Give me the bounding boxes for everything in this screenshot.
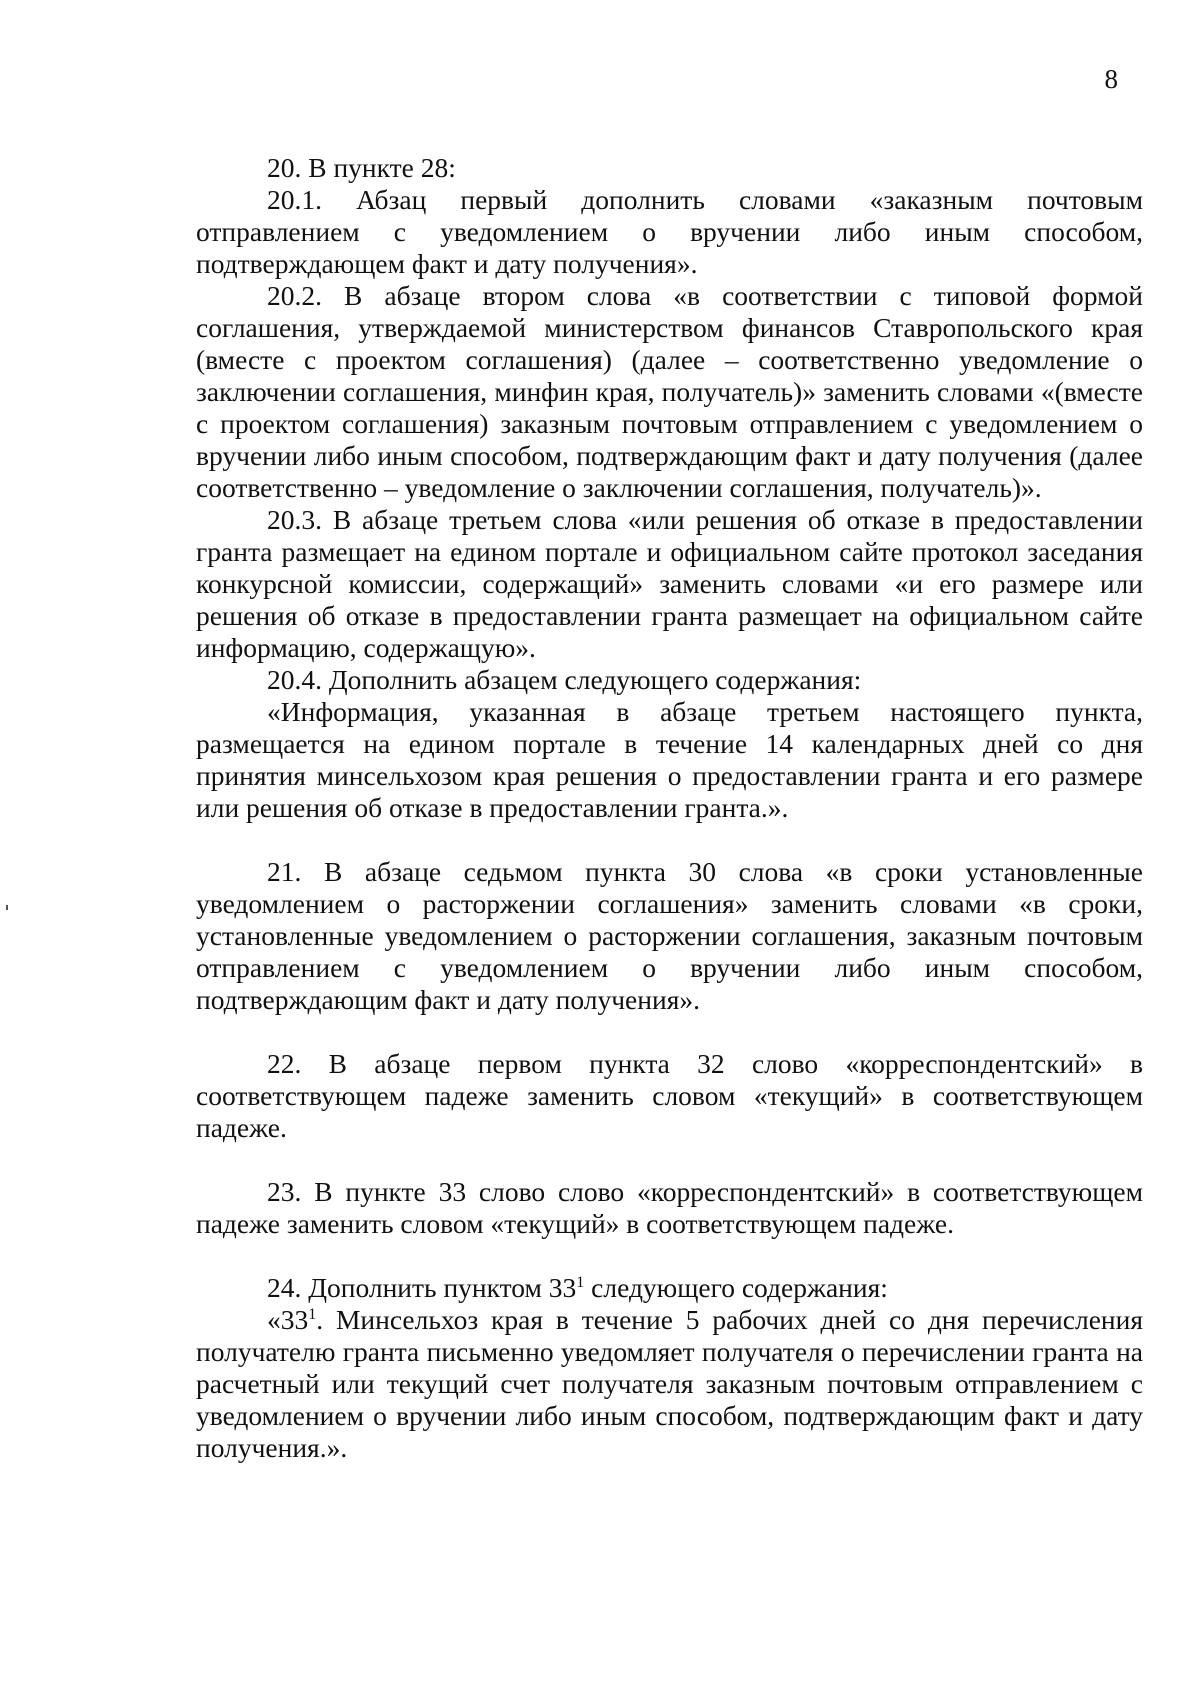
item-20-2: 20.2. В абзаце втором слова «в соответствии с типовой формой соглашения, утверждаемой министерством финансов Ставропольского края (вместе с проектом соглашения) (далее – соответственно уведомление о заключении соглашения, минфин края, получатель)» заменить словами «(вместе с проектом соглашения) заказным почтовым отправлением с уведомлением о вручении либо иным способом, подтверждающим факт и дату получения (далее соответственно – уведомление о заключении соглашения, получатель)». [196, 280, 1143, 503]
item-24-heading-superscript: 1 [576, 1274, 585, 1291]
item-20-heading: 20. В пункте 28: [267, 152, 456, 183]
document-body [196, 152, 1143, 1464]
item-23: 23. В пункте 33 слово слово «корреспондентский» в соответствующем падеже заменить словом «текущий» в соответствующем падеже. [196, 1176, 1143, 1239]
item-20-1: 20.1. Абзац первый дополнить словами «заказным почтовым отправлением с уведомлением о вручении либо иным способом, подтверждающем факт и дату получения». [196, 184, 1143, 279]
item-24-heading [196, 1272, 1143, 1304]
item-24-quote-start: «33 [267, 1304, 309, 1335]
item-24-quote-text: . Минсельхоз края в течение 5 рабочих дней со дня перечисления получателю гранта письменно уведомляет получателя о перечислении гранта на расчетный или текущий счет получателя заказным почтовым отправлением с уведомлением о вручении либо иным способом, подтверждающим факт и дату получения.». [196, 1304, 1143, 1463]
item-24-heading-tail: следующего содержания: [584, 1272, 888, 1303]
item-20-3: 20.3. В абзаце третьем слова «или решения об отказе в предоставлении гранта размещает на едином портале и официальном сайте протокол заседания конкурсной комиссии, содержащий» заменить словами «и его размере или решения об отказе в предоставлении гранта размещает на официальном сайте информацию, содержащую». [196, 504, 1143, 663]
item-22: 22. В абзаце первом пункта 32 слово «корреспондентский» в соответствующем падеже заменить словом «текущий» в соответствующем падеже. [196, 1048, 1143, 1143]
page-number: 8 [1104, 64, 1118, 94]
item-20-4: 20.4. Дополнить абзацем следующего содержания: [267, 664, 862, 695]
item-24-quote [196, 1304, 1143, 1464]
item-24-heading-text: 24. Дополнить пунктом 33 [267, 1272, 577, 1303]
item-21: 21. В абзаце седьмом пункта 30 слова «в сроки установленные уведомлением о расторжении соглашения» заменить словами «в сроки, установленные уведомлением о расторжении соглашения, заказным почтовым отправлением с уведомлением о вручении либо иным способом, подтверждающим факт и дату получения». [196, 856, 1143, 1015]
item-24-quote-superscript: 1 [308, 1306, 317, 1323]
margin-mark [6, 905, 8, 910]
item-20-4-quote: «Информация, указанная в абзаце третьем настоящего пункта, размещается на едином портале в течение 14 календарных дней со дня принятия минсельхозом края решения о предоставлении гранта и его размере или решения об отказе в предоставлении гранта.». [196, 696, 1143, 823]
